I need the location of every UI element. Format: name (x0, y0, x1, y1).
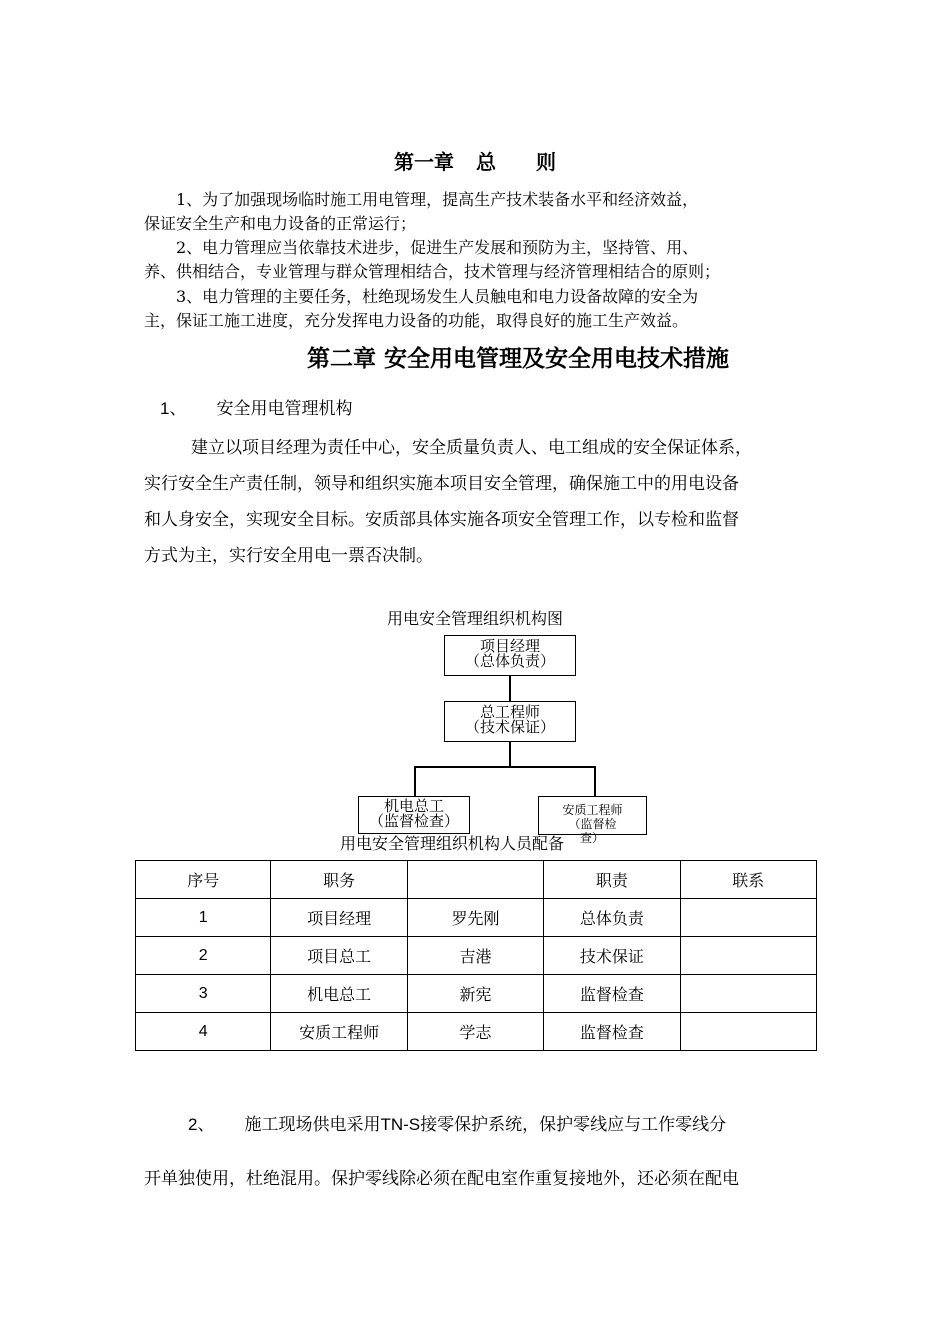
org-connector (414, 766, 595, 768)
org-box-chief-engineer (444, 701, 576, 742)
table-row (136, 1013, 817, 1051)
table-header-row (136, 861, 817, 899)
table-cell: 学志 (407, 1013, 543, 1051)
table-row (136, 975, 817, 1013)
ch1-paragraph-3 (144, 285, 824, 333)
org-box-label: 总工程师 (479, 704, 540, 721)
org-box-overflow-text: 查） (580, 831, 605, 845)
paragraph-line: 3、电力管理的主要任务，杜绝现场发生人员触电和电力设备故障的安全为 (176, 287, 699, 306)
table-cell: 2 (136, 937, 271, 975)
table-cell: 3 (136, 975, 271, 1013)
table-cell (680, 975, 816, 1013)
table-cell: 监督检查 (544, 975, 680, 1013)
table-cell: 新宪 (407, 975, 543, 1013)
staff-table-title-text: 用电安全管理组织机构人员配备 (340, 834, 565, 853)
table-cell: 总体负责 (544, 899, 680, 937)
table-cell: 安质工程师 (271, 1013, 407, 1051)
paragraph-line: 实行安全生产责任制，领导和组织实施本项目安全管理，确保施工中的用电设备 (144, 474, 739, 494)
org-box-sublabel: （监督检查） (368, 813, 459, 830)
chapter1-title (0, 146, 950, 175)
paragraph-line: 2、电力管理应当依靠技术进步，促进生产发展和预防为主，坚持管、用、 (176, 238, 699, 257)
paragraph-line: 建立以项目经理为责任中心，安全质量负责人、电工组成的安全保证体系， (191, 438, 752, 458)
table-cell (680, 899, 816, 937)
sec2-text: 施工现场供电采用 (244, 1115, 381, 1135)
chapter2-title: 第二章 安全用电管理及安全用电技术措施 (306, 345, 729, 372)
table-cell (680, 1013, 816, 1051)
chapter1-title-part: 则 (536, 150, 556, 174)
table-row (136, 937, 817, 975)
org-box-label: 项目经理 (479, 638, 540, 655)
sec2-line-2: 开单独使用，杜绝混用。保护零线除必须在配电室作重复接地外，还必须在配电 (144, 1169, 739, 1189)
table-cell: 技术保证 (544, 937, 680, 975)
table-cell: 1 (136, 899, 271, 937)
org-chart-title: 用电安全管理组织机构图 (386, 609, 563, 628)
chapter1-title-part: 总 (476, 150, 496, 174)
staff-table-title (340, 831, 605, 854)
ch1-paragraph-2 (144, 236, 824, 284)
table-cell: 吉港 (407, 937, 543, 975)
sec1-heading (160, 394, 352, 419)
table-cell: 罗先刚 (407, 899, 543, 937)
org-connector (509, 676, 511, 701)
chapter1-title-part: 第一章 (394, 150, 454, 174)
sec1-title: 安全用电管理机构 (216, 399, 353, 419)
org-box-label: 机电总工 (383, 798, 444, 815)
table-cell: 4 (136, 1013, 271, 1051)
table-cell (680, 937, 816, 975)
sec2-text-system: TN-S (380, 1115, 421, 1134)
table-cell: 机电总工 (271, 975, 407, 1013)
org-connector (594, 766, 596, 797)
sec2-number: 2、 (188, 1115, 215, 1134)
table-header-cell (407, 861, 543, 899)
table-header-cell: 职务 (271, 861, 407, 899)
org-connector (509, 742, 511, 767)
org-box-mech-electrical-chief (358, 796, 470, 834)
sec1-paragraph (144, 430, 824, 574)
org-box-sublabel: （总体负责） (464, 653, 555, 670)
table-header-cell: 职责 (544, 861, 680, 899)
table-header-cell: 联系 (680, 861, 816, 899)
paragraph-line: 方式为主，实行安全用电一票否决制。 (144, 546, 433, 566)
org-box-sublabel: （监督检 (568, 817, 617, 831)
paragraph-line: 保证安全生产和电力设备的正常运行； (144, 214, 417, 233)
org-connector (414, 766, 416, 797)
table-cell: 项目总工 (271, 937, 407, 975)
paragraph-line: 和人身安全，实现安全目标。安质部具体实施各项安全管理工作，以专检和监督 (144, 510, 739, 530)
table-cell: 项目经理 (271, 899, 407, 937)
sec1-number: 1、 (160, 399, 187, 418)
org-box-project-manager (444, 635, 576, 676)
paragraph-line: 1、为了加强现场临时施工用电管理，提高生产技术装备水平和经济效益， (176, 190, 699, 209)
paragraph-line: 主，保证工施工进度，充分发挥电力设备的功能，取得良好的施工生产效益。 (144, 311, 689, 330)
table-header-cell: 序号 (136, 861, 271, 899)
sec2-text: 接零保护系统，保护零线应与工作零线分 (420, 1115, 727, 1135)
table-row (136, 899, 817, 937)
paragraph-line: 养、供相结合，专业管理与群众管理相结合，技术管理与经济管理相结合的原则； (144, 262, 721, 281)
ch1-paragraph-1 (144, 188, 824, 236)
org-box-sublabel: （技术保证） (464, 719, 555, 736)
sec2-line-1 (144, 1110, 834, 1135)
table-cell: 监督检查 (544, 1013, 680, 1051)
staff-table (135, 860, 817, 1051)
org-box-label: 安质工程师 (562, 803, 623, 817)
